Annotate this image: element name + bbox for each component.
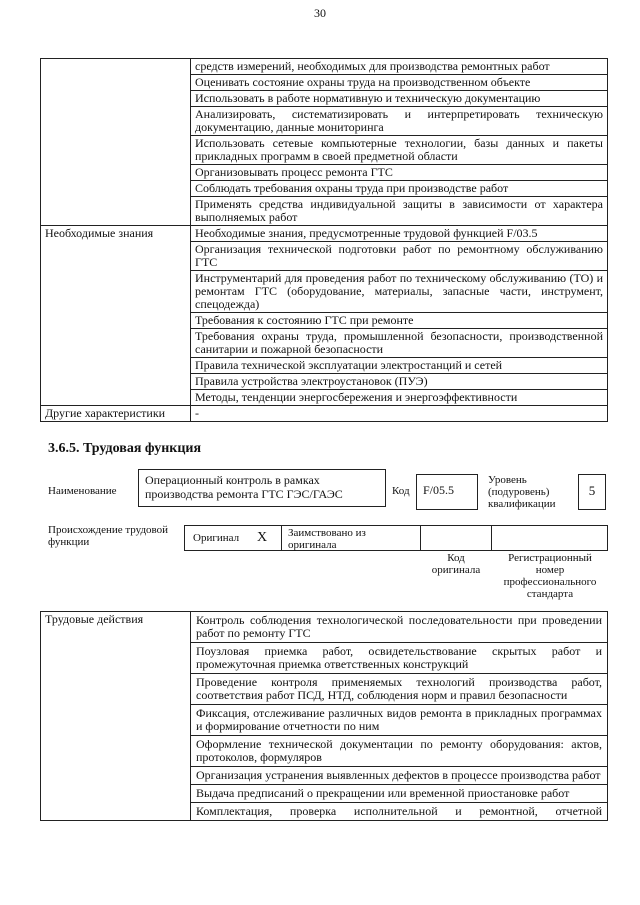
origin-label: Происхождение трудовой функции [48, 524, 169, 548]
skill-item: Использовать сетевые компьютерные технологии, базы данных и пакеты прикладных программ в своей предметной области [191, 136, 608, 165]
origin-box [184, 525, 421, 551]
original-code-box [420, 525, 492, 551]
knowledge-item: Организация технической подготовки работ по ремонтному обслуживанию ГТС [191, 242, 608, 271]
knowledge-label: Необходимые знания [41, 226, 191, 406]
knowledge-item: Инструментарий для проведения работ по техническому обслуживанию (ТО) и ремонтам ГТС (оборудование, материалы, запасные части, инструмент, спецодежда) [191, 271, 608, 313]
original-code-caption: Код оригинала [431, 552, 481, 576]
labor-action-item: Поузловая приемка работ, освидетельствование скрытых работ и промежуточная приемка ответственных конструкций [191, 643, 608, 674]
knowledge-item: Правила устройства электроустановок (ПУЭ) [191, 374, 608, 390]
table-row [41, 226, 608, 242]
skill-item: Оценивать состояние охраны труда на производственном объекте [191, 75, 608, 91]
function-name-value: Операционный контроль в рамках производства ремонта ГТС ГЭС/ГАЭС [138, 469, 386, 507]
table-row [41, 406, 608, 422]
knowledge-item: Необходимые знания, предусмотренные трудовой функцией F/03.5 [191, 226, 608, 242]
skill-item: Соблюдать требования охраны труда при производстве работ [191, 181, 608, 197]
knowledge-item: Правила технической эксплуатации электростанций и сетей [191, 358, 608, 374]
labor-actions-label: Трудовые действия [41, 612, 191, 821]
labor-action-item: Проведение контроля применяемых технологий производства работ, соответствия работ ПСД, НТД, соблюдения норм и правил безопасности [191, 674, 608, 705]
skill-item: Использовать в работе нормативную и техническую документацию [191, 91, 608, 107]
borrowed-label: Заимствовано из оригинала [288, 527, 366, 551]
knowledge-item: Требования охраны труда, промышленной безопасности, производственной санитарии и пожарной безопасности [191, 329, 608, 358]
original-mark: X [257, 530, 268, 545]
labor-actions-table [40, 611, 608, 821]
registration-number-box [491, 525, 608, 551]
skills-label-cell [41, 59, 191, 226]
skill-item: Анализировать, систематизировать и интерпретировать техническую документацию, данные мониторинга [191, 107, 608, 136]
page-number: 30 [314, 6, 326, 20]
function-code-value: F/05.5 [416, 474, 478, 510]
original-label: Оригинал [193, 532, 240, 544]
knowledge-item: Требования к состоянию ГТС при ремонте [191, 313, 608, 329]
other-characteristics-label: Другие характеристики [41, 406, 191, 422]
table-row [41, 59, 608, 75]
knowledge-item: Методы, тенденции энергосбережения и энергоэффективности [191, 390, 608, 406]
labor-action-item: Выдача предписаний о прекращении или временной приостановке работ [191, 785, 608, 803]
section-title: 3.6.5. Трудовая функция [48, 441, 202, 456]
name-label: Наименование [48, 485, 117, 497]
labor-action-item: Оформление технической документации по ремонту оборудования: актов, протоколов, формуляров [191, 736, 608, 767]
registration-number-caption: Регистрационный номер профессионального стандарта [503, 552, 597, 600]
divider [281, 525, 282, 551]
labor-action-item: Фиксация, отслеживание различных видов ремонта в прикладных программах и формирование отчетности по ним [191, 705, 608, 736]
table-row [41, 612, 608, 643]
skills-knowledge-table [40, 58, 608, 422]
labor-action-item: Организация устранения выявленных дефектов в процессе производства работ [191, 767, 608, 785]
skill-item: Организовывать процесс ремонта ГТС [191, 165, 608, 181]
qualification-level-label: Уровень (подуровень) квалификации [488, 474, 556, 510]
code-label: Код [392, 485, 410, 497]
qualification-level-value: 5 [578, 474, 606, 510]
skill-item: средств измерений, необходимых для производства ремонтных работ [191, 59, 608, 75]
labor-action-item: Комплектация, проверка исполнительной и ремонтной, отчетной [191, 803, 608, 821]
skill-item: Применять средства индивидуальной защиты в зависимости от характера выполняемых работ [191, 197, 608, 226]
other-characteristics-value: - [191, 406, 608, 422]
labor-action-item: Контроль соблюдения технологической последовательности при проведении работ по ремонту ГТС [191, 612, 608, 643]
